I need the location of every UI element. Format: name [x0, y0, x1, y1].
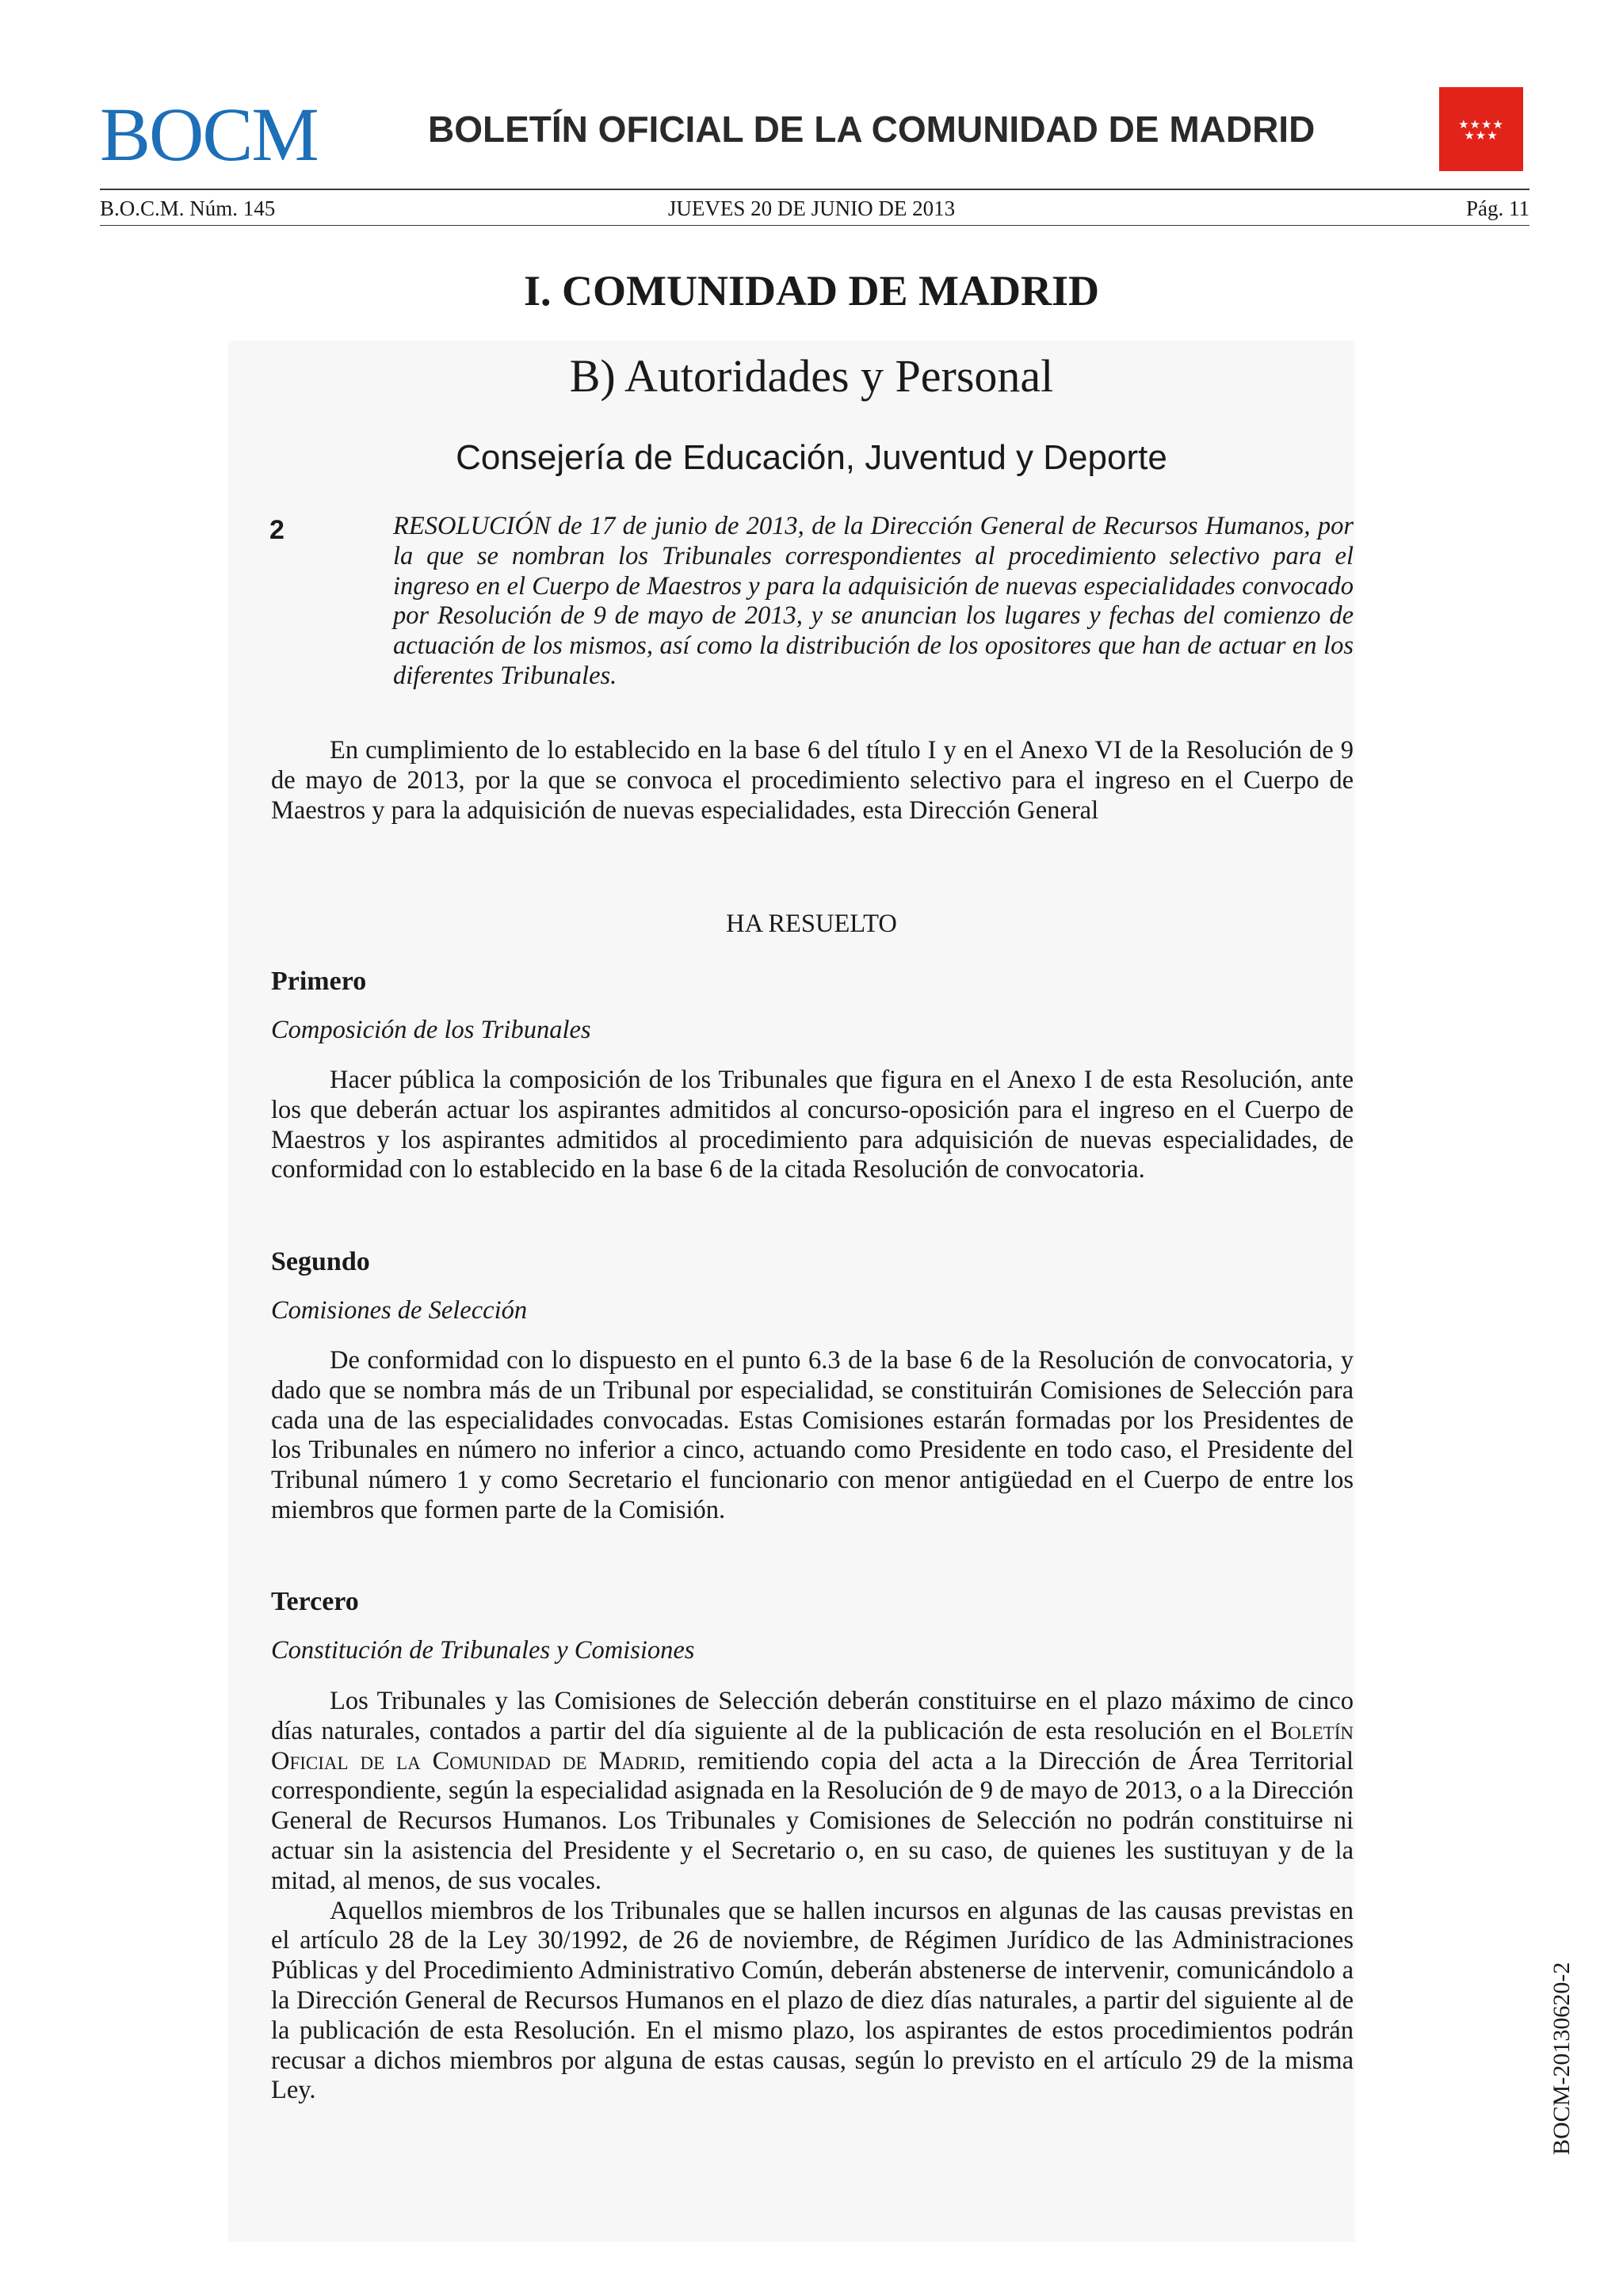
- subheading-constitucion: Constitución de Tribunales y Comisiones: [271, 1636, 695, 1665]
- tercero-paragraphs: [271, 1687, 1354, 2106]
- heading-segundo: Segundo: [271, 1247, 370, 1276]
- heading-tercero: Tercero: [271, 1587, 359, 1616]
- masthead-title: BOLETÍN OFICIAL DE LA COMUNIDAD DE MADRID: [428, 109, 1316, 150]
- subheading-composicion: Composición de los Tribunales: [271, 1016, 591, 1044]
- bocm-logo: BOCM: [100, 92, 318, 177]
- flag-stars-top: ★★★★: [1458, 117, 1504, 132]
- header-rule-top: [100, 189, 1529, 190]
- resolved-heading: HA RESUELTO: [726, 910, 897, 938]
- intro-paragraph: [271, 736, 1354, 826]
- segundo-paragraph: [271, 1346, 1354, 1526]
- heading-primero: Primero: [271, 967, 367, 996]
- tercero-text-1: [271, 1687, 1354, 1897]
- section-title: I. COMUNIDAD DE MADRID: [524, 267, 1099, 315]
- issue-number: B.O.C.M. Núm. 145: [100, 196, 276, 220]
- intro-text: En cumplimiento de lo establecido en la base 6 del título I y en el Anexo VI de la Resolución de 9 de mayo de 2013, por la que se convoca el procedimiento selectivo para el ingreso en el Cuerpo de Maestros y para la adquisición de nuevas especialidades, esta Dirección General: [271, 736, 1354, 825]
- resolution-summary: [393, 512, 1354, 692]
- header-rule-bottom: [100, 225, 1529, 226]
- flag-stars-bottom: ★★★: [1464, 128, 1499, 143]
- madrid-flag-icon: [1439, 87, 1523, 171]
- primero-paragraph: [271, 1066, 1354, 1185]
- subheading-comisiones: Comisiones de Selección: [271, 1296, 528, 1325]
- primero-text: Hacer pública la composición de los Tribunales que figura en el Anexo I de esta Resolución, ante los que deberán actuar los aspirantes admitidos al concurso-oposición para el ingreso en el Cuerpo de Maestros y los aspirantes admitidos al procedimiento para adquisición de nuevas especialidades, de conformidad con lo establecido en la base 6 de la citada Resolución de convocatoria.: [271, 1066, 1354, 1184]
- department-name: Consejería de Educación, Juventud y Deporte: [456, 438, 1167, 477]
- boletin-name: Boletín Oficial de la Comunidad de Madrid: [271, 1716, 1354, 1775]
- segundo-text: De conformidad con lo dispuesto en el punto 6.3 de la base 6 de la Resolución de convocatoria, y dado que se nombra más de un Tribunal por especialidad, se constituirán Comisiones de Selección para cada una de las especialidades convocadas. Estas Comisiones estarán formadas por los Presidentes de los Tribunales en número no inferior a cinco, actuando como Presidente en todo caso, el Presidente del Tribunal número 1 y como Secretario el funcionario con menor antigüedad en el Cuerpo de entre los miembros que formen parte de la Comisión.: [271, 1346, 1354, 1524]
- side-document-code: BOCM-20130620-2: [1549, 1962, 1575, 2155]
- tercero-text-1c: , remitiendo copia del acta a la Dirección de Área Territorial correspondiente, según la especialidad asignada en la Resolución de 9 de mayo de 2013, o a la Dirección General de Recursos Humanos. Los Tribunales y Comisiones de Selección no podrán constituirse ni actuar sin la asistencia del Presidente y el Secretario o, en su caso, de quienes les sustituyan y de la mitad, al menos, de sus vocales.: [271, 1746, 1354, 1895]
- summary-text: RESOLUCIÓN de 17 de junio de 2013, de la Dirección General de Recursos Humanos, por la que se nombran los Tribunales correspondientes al procedimiento selectivo para el ingreso en el Cuerpo de Maestros y para la adquisición de nuevas especialidades convocado por Resolución de 9 de mayo de 2013, y se anuncian los lugares y fechas del comienzo de actuación de los mismos, así como la distribución de los opositores que han de actuar en los diferentes Tribunales.: [393, 512, 1354, 690]
- tercero-text-2: Aquellos miembros de los Tribunales que se hallen incursos en algunas de las causas previstas en el artículo 28 de la Ley 30/1992, de 26 de noviembre, de Régimen Jurídico de las Administraciones Públicas y del Procedimiento Administrativo Común, deberán abstenerse de intervenir, comunicándolo a la Dirección General de Recursos Humanos en el plazo de diez días naturales, a partir del siguiente al de la publicación de esta Resolución. En el mismo plazo, los aspirantes de estos procedimientos podrán recusar a dichos miembros por alguna de estas causas, según lo previsto en el artículo 29 de la misma Ley.: [271, 1896, 1354, 2105]
- document-number: 2: [269, 515, 285, 545]
- issue-date: JUEVES 20 DE JUNIO DE 2013: [667, 196, 956, 220]
- page-number: Pág. 11: [1466, 196, 1529, 220]
- section-subtitle: B) Autoridades y Personal: [569, 350, 1054, 402]
- tercero-text-1a: Los Tribunales y las Comisiones de Selección deberán constituirse en el plazo máximo de cinco días naturales, contados a partir del día siguiente al de la publicación de esta resolución en el: [271, 1687, 1354, 1745]
